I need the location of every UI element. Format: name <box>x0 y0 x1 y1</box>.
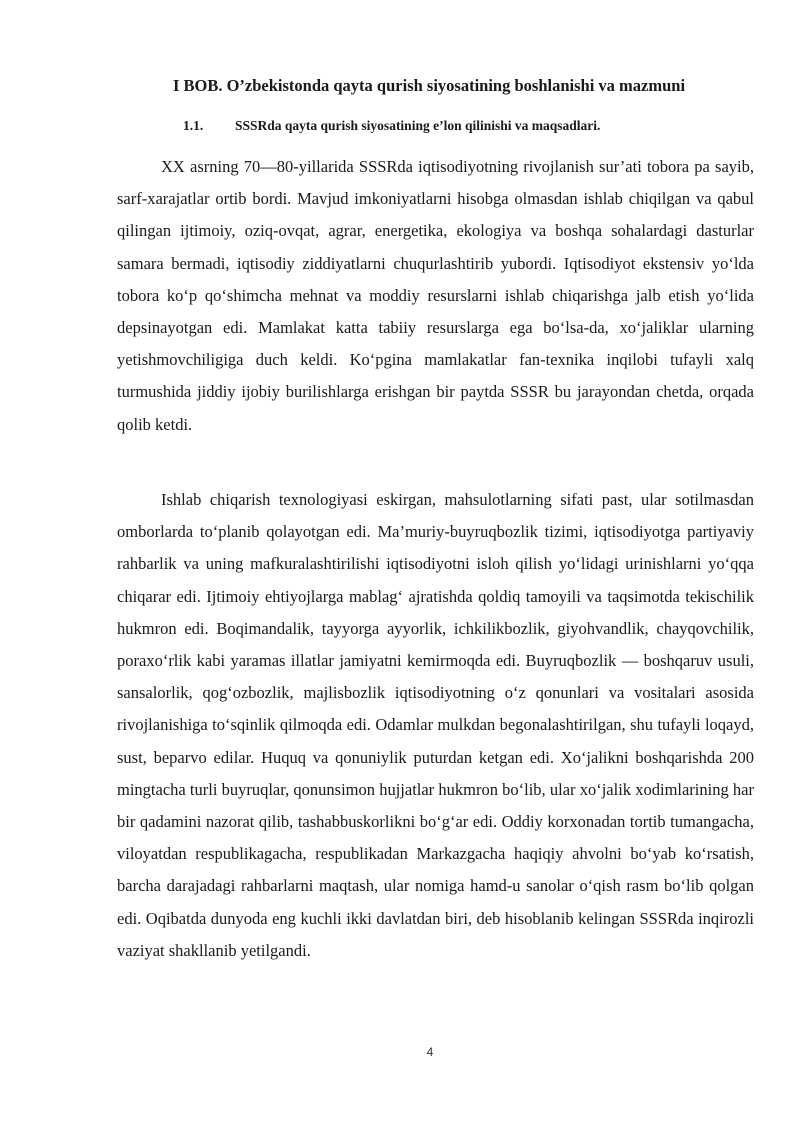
section-title: SSSRda qayta qurish siyosatining e’lon qilinishi va maqsadlari. <box>235 118 601 133</box>
chapter-title: I BOB. O’zbekistonda qayta qurish siyosatining boshlanishi va mazmuni <box>172 76 686 95</box>
section-heading <box>183 118 600 134</box>
body-paragraph: Ishlab chiqarish texnologiyasi eskirgan, mahsulotlarning sifati past, ular sotilmasdan omborlarda to‘planib qolayotgan edi. Ma’muriy-buyruqbozlik tizimi, iqtisodiyotga partiyaviy rahbarlik va uning mafkuralashtirilishi iqtisodiyotni isloh qilish yo‘lidagi urinishlarni yo‘qqa chiqarar edi. Ijtimoiy ehtiyojlarga mablag‘ ajratishda qoldiq tamoyili va taqsimotda tekischilik hukmron edi. Boqimandalik, tayyorga ayyorlik, ichkilikbozlik, giyohvandlik, chayqovchilik, poraxo‘rlik kabi yaramas illatlar jamiyatni kemirmoqda edi. Buyruqbozlik — boshqaruv usuli, sansalorlik, qog‘ozbozlik, majlisbozlik iqtisodiyotning o‘z qonunlari va vositalari asosida rivojlanishiga to‘sqinlik qilmoqda edi. Odamlar mulkdan begonalashtirilgan, shu tufayli loqayd, sust, beparvo edilar. Huquq va qonuniylik puturdan ketgan edi. Xo‘jalikni boshqarishda 200 mingtacha turli buyruqlar, qonunsimon hujjatlar hukmron bo‘lib, ular xo‘jalik xodimlarining har bir qadamini nazorat qilib, tashabbuskorlikni bo‘g‘ar edi. Oddiy korxonadan tortib tumangacha, viloyatdan respublikagacha, respublikadan Markazgacha haqiqiy ahvolni bo‘yab ko‘rsatish, barcha darajadagi rahbarlarni maqtash, ular nomiga hamd-u sanolar o‘qish rasm bo‘lib qolgan edi. Oqibatda dunyoda eng kuchli ikki davlatdan biri, deb hisoblanib kelingan SSSRda inqirozli vaziyat shakllanib yetilgandi. <box>117 490 754 960</box>
section-number: 1.1. <box>183 118 204 133</box>
page-number: 4 <box>426 1045 434 1059</box>
body-paragraph: XX asrning 70—80-yillarida SSSRda iqtisodiyotning rivojlanish sur’ati tobora pa sayib, sarf-xarajatlar ortib bordi. Mavjud imkoniyatlarni hisobga olmasdan ishlab chiqilgan va qabul qilingan ijtimoiy, oziq-ovqat, agrar, energetika, ekologiya va boshqa sohalardagi dasturlar samara bermadi, iqtisodiy ziddiyatlarni chuqurlashtirib yubordi. Iqtisodiyot ekstensiv yo‘lda tobora ko‘p qo‘shimcha mehnat va moddiy resurslarni ishlab chiqarishga jalb etish yo‘lida depsinayotgan edi. Mamlakat katta tabiiy resurslarga ega bo‘lsa-da, xo‘jaliklar ularning yetishmovchiligiga duch keldi. Ko‘pgina mamlakatlar fan-texnika inqilobi tufayli xalq turmushida jiddiy ijobiy burilishlarga erishgan bir paytda SSSR bu jarayondan chetda, orqada qolib ketdi. <box>117 157 754 434</box>
